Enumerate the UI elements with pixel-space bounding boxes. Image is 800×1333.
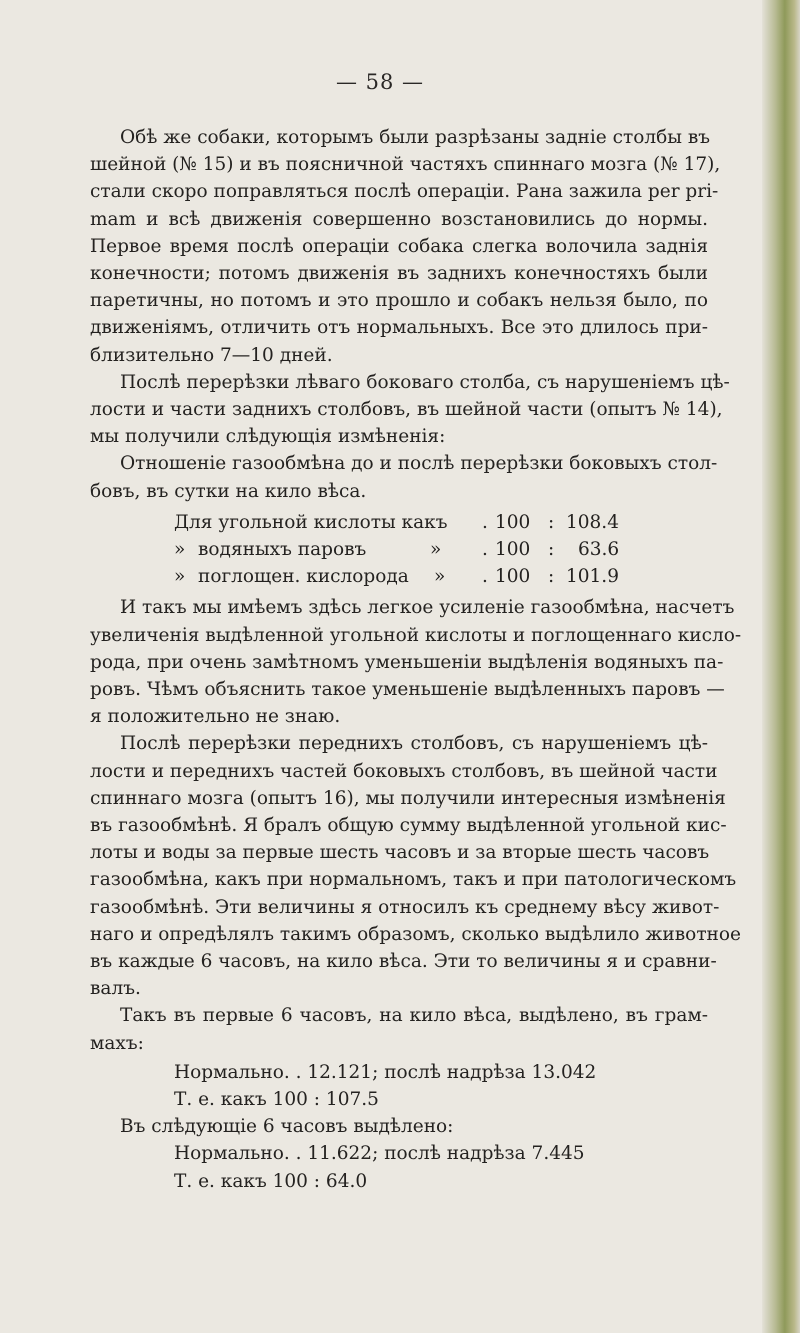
text-line: шейной (№ 15) и въ поясничной частяхъ спиннаго мозга (№ 17),	[90, 154, 721, 176]
normal-values-line: Нормально. . 11.622; послѣ надрѣза 7.445	[174, 1143, 585, 1165]
ratio-line: Т. е. какъ 100 : 64.0	[174, 1170, 368, 1192]
text-line: рода, при очень замѣтномъ уменьшеніи выдѣленія водяныхъ па-	[90, 651, 724, 673]
ratio-line: Т. е. какъ 100 : 107.5	[174, 1089, 379, 1111]
text-line: Обѣ же собаки, которымъ были разрѣзаны задніе столбы въ	[120, 127, 711, 148]
text-line: газообмѣна, какъ при нормальномъ, такъ и при патологическомъ	[90, 869, 737, 891]
page-body	[90, 124, 742, 1195]
text-line: валъ.	[90, 978, 141, 1000]
text-line: И такъ мы имѣемъ здѣсь легкое усиленіе газообмѣна, насчетъ	[120, 597, 735, 619]
text-line: газообмѣнѣ. Эти величины я относилъ къ среднему вѣсу живот-	[90, 896, 720, 918]
page-binding-edge	[762, 0, 800, 1333]
table-dot: .	[482, 539, 488, 561]
paragraph-2	[90, 369, 730, 451]
table-after: 63.6	[578, 539, 620, 561]
table-ditto: »	[434, 566, 446, 588]
text-line: бовъ, въ сутки на кило вѣса.	[90, 480, 367, 502]
normal-values-line: Нормально. . 12.121; послѣ надрѣза 13.042	[174, 1061, 597, 1083]
text-line: наго и опредѣлялъ такимъ образомъ, сколько выдѣлило животное	[90, 923, 741, 945]
paragraph-3	[90, 450, 718, 504]
text-line: лости и переднихъ частей боковыхъ столбовъ, въ шейной части	[90, 760, 718, 782]
table-ditto: »	[430, 539, 442, 561]
second-period-results	[90, 1140, 708, 1194]
table-before: 100	[495, 511, 531, 533]
table-row	[90, 509, 708, 536]
text-line: въ газообмѣнѣ. Я бралъ общую сумму выдѣленной угольной кис-	[90, 815, 727, 837]
text-line: конечности; потомъ движенія въ заднихъ конечностяхъ были	[90, 263, 708, 285]
table-label: Для угольной кислоты какъ	[174, 511, 448, 533]
text-line: ровъ. Чѣмъ объяснить такое уменьшеніе выдѣленныхъ паровъ —	[90, 679, 725, 701]
table-ditto: »	[174, 539, 186, 561]
text-line: Такъ въ первые 6 часовъ, на кило вѣса, выдѣлено, въ грам-	[120, 1005, 708, 1027]
text-line: я положительно не знаю.	[90, 706, 341, 728]
text-line: Послѣ перерѣзки переднихъ столбовъ, съ нарушеніемъ цѣ-	[120, 733, 708, 755]
text-line: увеличенія выдѣленной угольной кислоты и поглощеннаго кисло-	[90, 624, 742, 646]
table-dot: .	[482, 511, 488, 533]
table-ditto: »	[174, 566, 186, 588]
text-line: стали скоро поправляться послѣ операціи. Рана зажила per pri-	[90, 181, 719, 203]
page-number: — 58 —	[335, 70, 425, 94]
text-line: мы получили слѣдующія измѣненія:	[90, 426, 446, 448]
text-line: движеніямъ, отличить отъ нормальныхъ. Все это длилось при-	[90, 317, 708, 339]
table-dot: .	[482, 566, 488, 588]
table-after: 108.4	[566, 511, 619, 533]
gas-exchange-ratio-table	[90, 509, 708, 591]
table-after: 101.9	[566, 566, 619, 588]
table-row	[90, 536, 708, 563]
table-label: водяныхъ паровъ	[198, 539, 367, 561]
text-line: Первое время послѣ операціи собака слегка волочила заднія	[90, 235, 708, 257]
table-colon: :	[548, 566, 555, 588]
paragraph-6	[90, 1002, 708, 1056]
table-row	[90, 563, 708, 590]
paragraph-4	[90, 594, 742, 730]
text-line: близительно 7—10 дней.	[90, 344, 333, 366]
paragraph-1	[90, 124, 721, 369]
table-label: поглощен. кислорода	[198, 566, 409, 588]
second-period-heading: Въ слѣдующіе 6 часовъ выдѣлено:	[120, 1116, 454, 1138]
text-line: mam и всѣ движенія совершенно возстановились до нормы.	[90, 208, 708, 230]
text-line: Отношеніе газообмѣна до и послѣ перерѣзки боковыхъ стол-	[120, 453, 718, 475]
text-line: въ каждые 6 часовъ, на кило вѣса. Эти то величины я и сравни-	[90, 951, 717, 973]
paragraph-5	[90, 730, 741, 1002]
text-line: паретичны, но потомъ и это прошло и собакъ нельзя было, по	[90, 290, 708, 312]
table-colon: :	[548, 539, 555, 561]
text-line: Послѣ перерѣзки лѣваго боковаго столба, съ нарушеніемъ цѣ-	[120, 371, 730, 393]
first-period-results	[90, 1059, 708, 1113]
text-line: лоты и воды за первые шесть часовъ и за вторые шесть часовъ	[90, 842, 710, 864]
table-colon: :	[548, 511, 555, 533]
text-line: махъ:	[90, 1032, 144, 1054]
table-before: 100	[495, 566, 531, 588]
table-before: 100	[495, 539, 531, 561]
text-line: спиннаго мозга (опытъ 16), мы получили интересныя измѣненія	[90, 787, 726, 809]
text-line: лости и части заднихъ столбовъ, въ шейной части (опытъ № 14),	[90, 399, 723, 421]
